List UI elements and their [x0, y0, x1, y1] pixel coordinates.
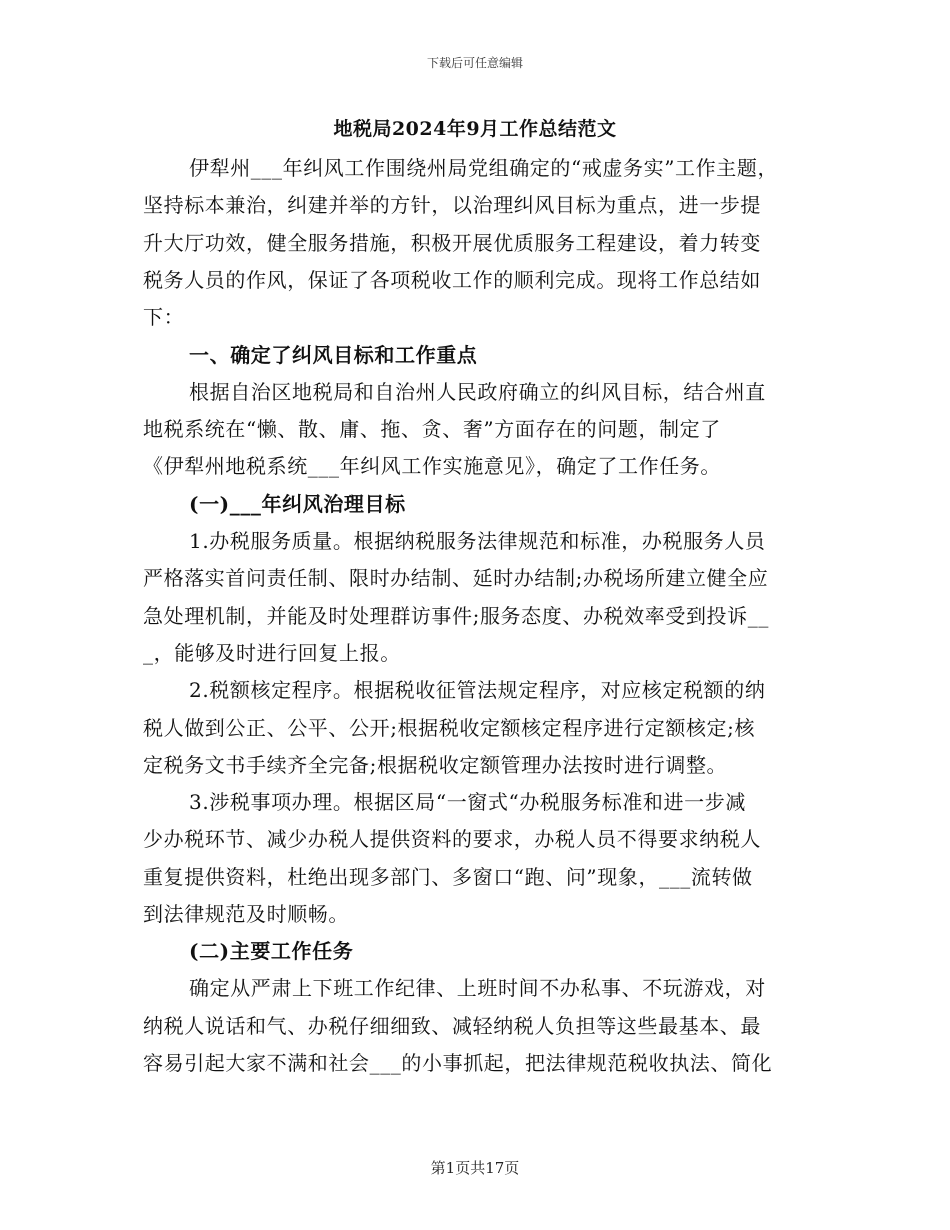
body-line: 坚持标本兼治，纠建并举的方针，以治理纠风目标为重点，进一步提: [143, 193, 761, 217]
body-line: 1.办税服务质量。根据纳税服务法律规范和标准，办税服务人员: [189, 529, 766, 553]
body-line: 重复提供资料，杜绝出现多部门、多窗口“跑、问”现象，___流转做: [143, 865, 753, 889]
body-line: 严格落实首问责任制、限时办结制、延时办结制;办税场所建立健全应: [143, 566, 769, 590]
page-footer: 第1页共17页: [430, 1159, 520, 1177]
page-header: 下载后可任意编辑: [426, 56, 523, 70]
body-line: 根据自治区地税局和自治州人民政府确立的纠风目标，结合州直: [189, 380, 766, 404]
body-line: 伊犁州___年纠风工作围绕州局党组确定的“戒虚务实”工作主题，: [189, 156, 779, 180]
body-line: 到法律规范及时顺畅。: [143, 902, 349, 926]
body-line: 下：: [143, 305, 185, 329]
section-heading: 一、确定了纠风目标和工作重点: [189, 343, 478, 367]
body-line: 少办税环节、减少办税人提供资料的要求，办税人员不得要求纳税人: [143, 827, 761, 851]
body-line: _，能够及时进行回复上报。: [143, 641, 401, 665]
body-line: 纳税人说话和气、办税仔细细致、减轻纳税人负担等这些最基本、最: [143, 1014, 761, 1038]
subsection-heading: (二)主要工作任务: [189, 939, 354, 963]
subsection-heading: (一)___年纠风治理目标: [189, 492, 406, 516]
body-line: 《伊犁州地税系统___年纠风工作实施意见》，确定了工作任务。: [143, 454, 721, 478]
body-line: 容易引起大家不满和社会___的小事抓起，把法律规范税收执法、简化: [143, 1051, 773, 1075]
body-line: 税务人员的作风，保证了各项税收工作的顺利完成。现将工作总结如: [143, 268, 761, 292]
document-title: 地税局2024年9月工作总结范文: [333, 118, 617, 140]
body-line: 2.税额核定程序。根据税收征管法规定程序，对应核定税额的纳: [189, 678, 766, 702]
body-line: 定税务文书手续齐全完备;根据税收定额管理办法按时进行调整。: [143, 753, 728, 777]
body-line: 急处理机制，并能及时处理群访事件;服务态度、办税效率受到投诉__: [143, 604, 769, 628]
body-line: 升大厅功效，健全服务措施，积极开展优质服务工程建设，着力转变: [143, 231, 761, 255]
body-line: 地税系统在“懒、散、庸、拖、贪、奢”方面存在的问题，制定了: [143, 417, 721, 441]
body-line: 确定从严肃上下班工作纪律、上班时间不办私事、不玩游戏，对: [189, 976, 766, 1000]
body-line: 3.涉税事项办理。根据区局“一窗式“办税服务标准和进一步减: [189, 790, 746, 814]
body-line: 税人做到公正、公平、公开;根据税收定额核定程序进行定额核定;核: [143, 716, 756, 740]
